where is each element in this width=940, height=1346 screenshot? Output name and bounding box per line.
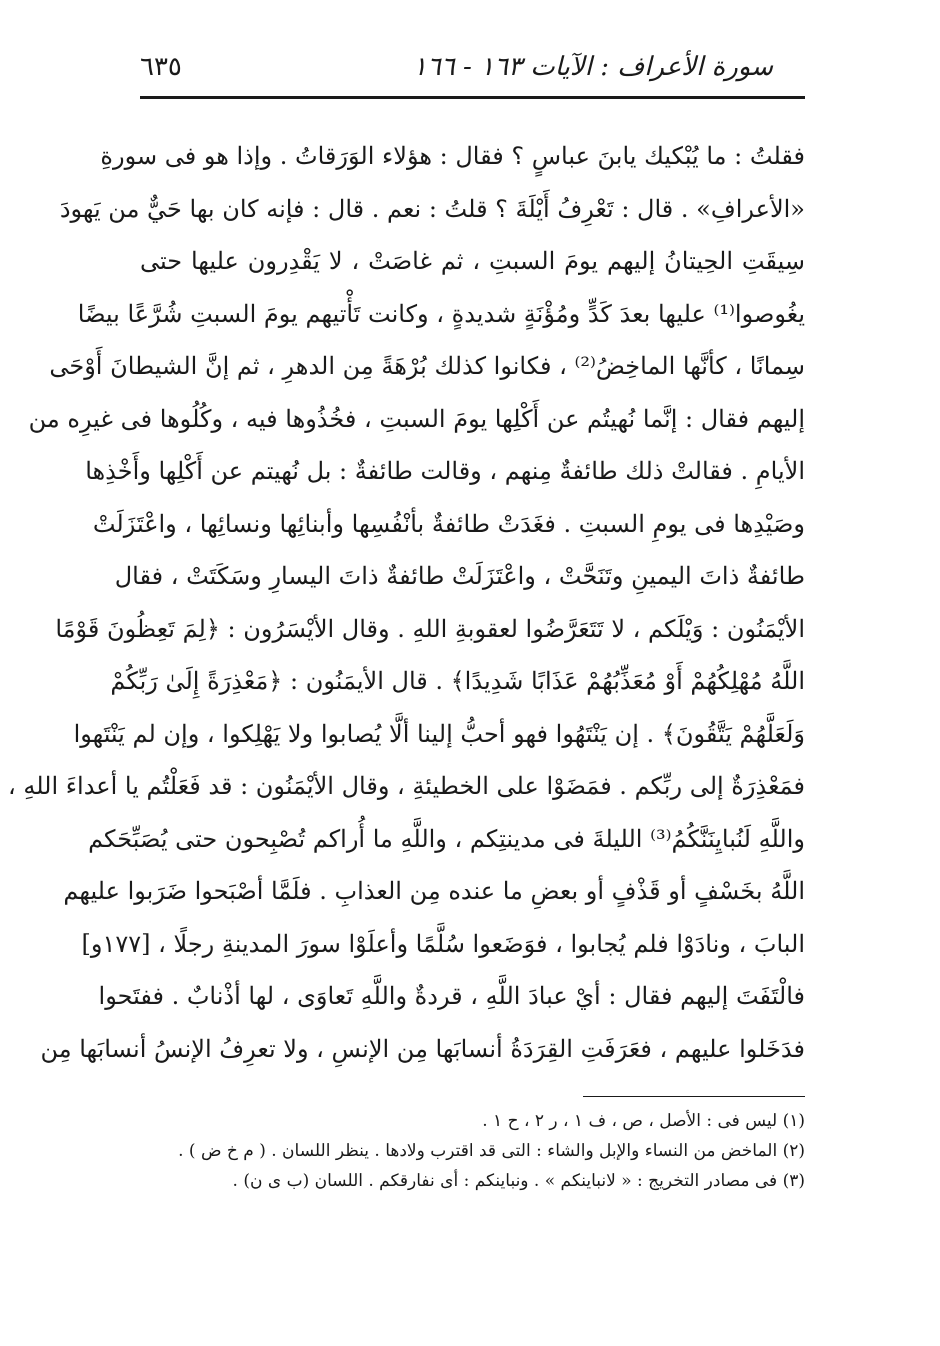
text-line: الأيامِ . فقالتْ ذلك طائفةٌ مِنهم ، وقالت طائفةٌ : بل نُهيتم عن أَكْلِها وأَخْذِها — [85, 457, 805, 485]
text-line: الأيْمَنُون : وَيْلَكم ، لا تَتَعَرَّضُوا لعقوبةِ اللهِ . وقال الأيْسَرُون : ﴿لِمَ تَعِظُونَ قَوْمًا — [55, 614, 805, 643]
text-line: وَلَعَلَّهُمْ يَتَّقُونَ﴾ . إن يَنْتَهُوا فهو أحبُّ إلينا ألَّا يُصابوا ولا يَهْلِكوا ، وإن لم يَنْتَهوا — [73, 719, 805, 748]
text-line: واللَّهِ لَنُبايِنَنَّكُمُ⁽³⁾ الليلةَ فى مدينتِكم ، واللَّهِ ما أُراكم تُصْبِحون حتى يُصَبِّحَكم — [88, 824, 805, 853]
text-line: سِمانًا ، كأنَّها الماخِضُ⁽²⁾ ، فكانوا كذلك بُرْهَةً مِن الدهرِ ، ثم إنَّ الشيطانَ أَوْحَى — [49, 352, 805, 380]
text-line: يغُوصوا⁽¹⁾ عليها بعدَ كَدٍّ ومُؤْنَةٍ شديدةٍ ، وكانت تَأْتيهم يومَ السبتِ شُرَّعًا بيضًا — [77, 299, 805, 328]
text-line: طائفةٌ ذاتَ اليمينِ وتَنَحَّتْ ، واعْتَزَلَتْ طائفةٌ ذاتَ اليسارِ وسَكَتَتْ ، فقال — [114, 562, 805, 590]
text-line: وصَيْدِها فى يومِ السبتِ . فغَدَتْ طائفةٌ بأنْفُسِها وأبنائِها ونسائِها ، واعْتَزَلَتْ — [92, 509, 805, 538]
running-head — [140, 44, 805, 96]
text-line: إليهم فقال : إنَّما نُهيتُم عن أَكْلِها يومَ السبتِ ، فخُذُوها فيه ، وكُلُوها فى غيرِه من — [28, 404, 805, 433]
footnote-rule — [583, 1096, 805, 1097]
text-line: فدَخَلوا عليهم ، فعَرَفَتِ القِرَدَةُ أنسابَها مِن الإنسِ ، ولا تعرِفُ الإنسُ أنسابَها مِن — [40, 1034, 805, 1063]
footnote-3: (٣) فى مصادر التخريج : « لانباينكم » . ونباينكم : أى نفارقكم . اللسان (ب ى ن) . — [232, 1171, 805, 1191]
text-line: البابَ ، ونادَوْا فلم يُجابوا ، فوَضَعوا سُلَّمًا وأعلَوْا سورَ المدينةِ رجلًا ، [١٧٧و] — [81, 929, 805, 958]
surah-title: سورة الأعراف : الآيات ١٦٣ - ١٦٦ — [412, 52, 773, 82]
footnotes — [140, 1106, 805, 1196]
page-number: ٦٣٥ — [140, 52, 182, 82]
text-line: فالْتَفَتَ إليهم فقال : أيْ عبادَ اللَّهِ ، قردةٌ واللَّهِ تَعاوَى ، لها أذْنابٌ . ففتَحوا — [98, 982, 805, 1010]
footnote-2: (٢) الماخض من النساء والإبل والشاء : التى قد اقترب ولادها . ينظر اللسان . ( م خ ض ) . — [178, 1141, 805, 1161]
text-line: سِيقَتِ الحِيتانُ إليهم يومَ السبتِ ، ثم غاصَتْ ، لا يَقْدِرون عليها حتى — [140, 247, 805, 275]
text-line: اللَّهُ بخَسْفٍ أو قَذْفٍ أو بعضِ ما عنده مِن العذابِ . فلَمَّا أصْبَحوا ضَرَبوا عليهم — [63, 877, 805, 905]
text-line: «الأعرافِ» . قال : تَعْرِفُ أَيْلَةَ ؟ قلتُ : نعم . قال : فإنه كان بها حَيٌّ من يَهودَ — [59, 194, 805, 223]
text-line: فمَعْذِرَةٌ إلى ربِّكم . فمَضَوْا على الخطيئةِ ، وقال الأيْمَنُون : قد فَعَلْتُم يا أعداءَ اللهِ ، — [7, 772, 805, 800]
header-rule — [140, 96, 805, 99]
text-line: فقلتُ : ما يُبْكيك يابنَ عباسٍ ؟ فقال : هؤلاء الوَرَقاتُ . وإذا هو فى سورةِ — [100, 142, 805, 170]
main-text — [7, 130, 805, 1075]
text-line: اللَّهُ مُهْلِكُهُمْ أَوْ مُعَذِّبُهُمْ عَذَابًا شَدِيدًا﴾ . قال الأيمَنُون : ﴿مَعْذِرَةً إِلَىٰ رَبِّكُمْ — [110, 667, 805, 695]
footnote-1: (١) ليس فى : الأصل ، ص ، ف ١ ، ر ٢ ، ح ١ . — [482, 1111, 805, 1131]
